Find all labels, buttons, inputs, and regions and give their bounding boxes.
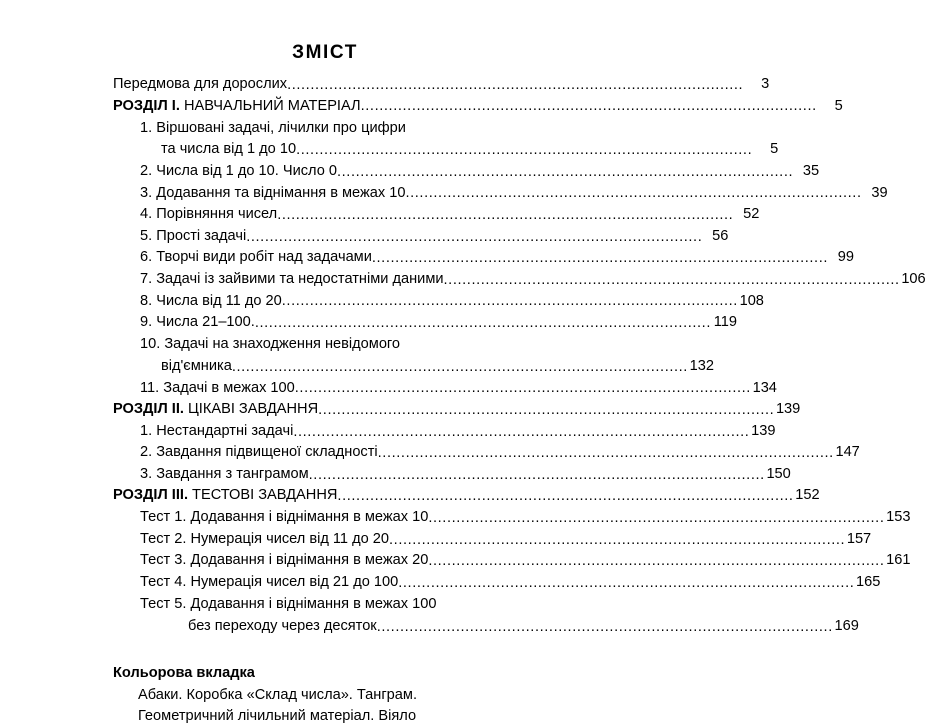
toc-entry-title: 8. Числа від 11 до 20 <box>140 292 282 309</box>
toc-page-number: 5 <box>834 97 843 114</box>
dot-leader <box>282 291 738 306</box>
toc-entry[interactable] <box>113 572 881 594</box>
toc-entry-title: та числа від 1 до 10 <box>161 141 297 158</box>
dot-leader <box>377 617 833 632</box>
toc-entry-label <box>140 291 282 313</box>
toc-entry-label <box>140 529 389 551</box>
toc-entry-title: без переходу через десяток <box>188 617 377 634</box>
dot-leader <box>378 443 834 458</box>
toc-entry-title: Тест 1. Додавання і віднімання в межах 10 <box>140 509 429 526</box>
dot-leader <box>337 162 793 177</box>
toc-page-number: 132 <box>689 357 714 374</box>
toc-entry-title: Тест 2. Нумерація чисел від 11 до 20 <box>140 530 390 547</box>
table-of-contents-list <box>113 74 926 637</box>
toc-entry-label <box>140 464 309 486</box>
toc-entry[interactable] <box>113 96 843 118</box>
toc-page-number: 52 <box>743 206 760 223</box>
dot-leader <box>398 573 854 588</box>
toc-entry-title: ТЕСТОВІ ЗАВДАННЯ <box>188 487 338 504</box>
toc-entry[interactable] <box>113 550 911 572</box>
toc-entry-label <box>140 378 295 400</box>
toc-entry-section-label: РОЗДІЛ II. <box>113 401 184 418</box>
toc-page-number: 108 <box>739 292 764 309</box>
dot-leader <box>361 96 817 111</box>
toc-entry-label <box>140 161 337 183</box>
toc-page-number: 5 <box>770 141 779 158</box>
toc-entry[interactable] <box>113 117 525 139</box>
toc-entry-title: 11. Задачі в межах 100 <box>140 379 295 396</box>
toc-entry-title: 3. Додавання та віднімання в межах 10 <box>140 184 406 201</box>
toc-entry-section-label: РОЗДІЛ III. <box>113 487 188 504</box>
toc-page-number: 152 <box>795 487 820 504</box>
toc-page-number: 161 <box>886 552 911 569</box>
toc-entry-title: 3. Завдання з танграмом <box>140 465 309 482</box>
toc-entry-label <box>140 334 400 356</box>
toc-entry-title: Передмова для дорослих <box>113 76 288 92</box>
toc-page-number: 139 <box>775 401 801 418</box>
toc-entry[interactable] <box>113 529 872 551</box>
toc-page-number: 134 <box>752 379 777 396</box>
toc-entry-title: 1. Віршовані задачі, лічилки про цифри <box>140 119 406 136</box>
toc-entry[interactable] <box>113 616 859 638</box>
toc-entry-title: від'ємника <box>161 357 232 374</box>
dot-leader <box>232 357 688 372</box>
toc-entry-title: Тест 5. Додавання і віднімання в межах 100 <box>140 596 437 613</box>
toc-entry-label <box>161 356 232 378</box>
toc-entry[interactable] <box>113 442 860 464</box>
toc-entry-title: НАВЧАЛЬНИЙ МАТЕРІАЛ <box>179 97 361 114</box>
toc-page-number: 147 <box>835 444 860 461</box>
color-insert-line: Абаки. Коробка «Склад числа». Танграм. <box>138 686 417 703</box>
toc-entry-label <box>140 572 398 594</box>
page-title: ЗМІСТ <box>292 42 358 63</box>
dot-leader <box>295 378 751 393</box>
toc-entry-label <box>113 399 318 421</box>
dot-leader <box>309 465 765 480</box>
dot-leader <box>436 594 499 609</box>
toc-entry-label <box>140 269 444 291</box>
toc-entry[interactable] <box>113 378 777 400</box>
toc-entry[interactable] <box>113 593 525 615</box>
toc-entry[interactable] <box>113 507 911 529</box>
toc-entry[interactable] <box>113 399 801 421</box>
toc-entry[interactable] <box>113 312 737 334</box>
toc-entry-label <box>140 421 293 443</box>
toc-entry-label <box>113 96 361 118</box>
toc-page-number: 169 <box>834 617 859 634</box>
dot-leader <box>296 140 752 155</box>
toc-entry-title: 1. Нестандартні задачі <box>140 422 294 439</box>
toc-page-number: 139 <box>751 422 776 439</box>
color-insert-line: Геометричний лічильний матеріал. Віяло <box>138 708 417 725</box>
toc-entry[interactable] <box>113 356 714 378</box>
toc-entry-title: 4. Порівняння чисел <box>140 206 278 223</box>
toc-page-number: 39 <box>871 184 888 201</box>
color-insert-title: Кольорова вкладка <box>113 665 255 681</box>
dot-leader <box>444 270 900 285</box>
dot-leader <box>406 118 499 133</box>
toc-entry-label <box>140 442 378 464</box>
toc-page-number: 56 <box>712 227 729 244</box>
toc-entry-title: 5. Прості задачі <box>140 227 247 244</box>
dot-leader <box>287 75 743 90</box>
toc-entry-title: 2. Числа від 1 до 10. Число 0 <box>140 162 337 179</box>
toc-entry-title: 7. Задачі із зайвими та недостатніми даними <box>140 270 444 287</box>
toc-entry[interactable] <box>113 269 926 291</box>
toc-entry[interactable] <box>113 334 525 356</box>
toc-entry-label <box>140 312 255 334</box>
toc-entry-label <box>140 550 428 572</box>
toc-entry[interactable] <box>113 421 776 443</box>
toc-entry-label <box>140 204 277 226</box>
toc-entry[interactable] <box>113 74 770 96</box>
toc-entry-title: 9. Числа 21–100. <box>140 314 255 331</box>
toc-entry[interactable] <box>113 226 729 248</box>
toc-entry[interactable] <box>113 183 888 205</box>
toc-page-number: 35 <box>802 162 820 179</box>
dot-leader <box>255 313 711 328</box>
toc-entry-title: 6. Творчі види робіт над задачами <box>140 249 372 266</box>
toc-entry-label <box>140 118 406 140</box>
toc-entry[interactable] <box>113 204 760 226</box>
toc-entry-title: Тест 3. Додавання і віднімання в межах 20 <box>140 552 429 569</box>
toc-page-number: 106 <box>901 270 926 287</box>
toc-entry[interactable] <box>113 161 820 183</box>
toc-entry[interactable] <box>113 139 779 161</box>
toc-page-number: 153 <box>886 509 911 526</box>
color-insert-section <box>113 663 553 728</box>
toc-page-number: 119 <box>713 314 737 331</box>
toc-entry-label <box>140 507 428 529</box>
toc-entry-label <box>113 485 337 507</box>
toc-entry-label <box>140 183 405 205</box>
toc-entry[interactable] <box>113 464 791 486</box>
toc-entry[interactable] <box>113 485 820 507</box>
toc-page-number: 3 <box>761 76 770 92</box>
dot-leader <box>318 400 774 415</box>
dot-leader <box>293 422 749 437</box>
toc-entry[interactable] <box>113 247 855 269</box>
toc-page-number: 150 <box>766 465 791 482</box>
toc-entry-label <box>140 594 436 616</box>
toc-entry-title: 10. Задачі на знаходження невідомого <box>140 336 401 353</box>
toc-page-number: 99 <box>837 249 855 266</box>
toc-entry-label <box>161 139 296 161</box>
dot-leader <box>428 508 884 523</box>
dot-leader <box>400 335 499 350</box>
dot-leader <box>405 183 861 198</box>
dot-leader <box>277 205 733 220</box>
toc-entry-label <box>140 226 246 248</box>
toc-entry[interactable] <box>113 291 764 313</box>
toc-page-number: 157 <box>846 530 872 547</box>
dot-leader <box>428 551 884 566</box>
toc-entry-label <box>113 74 287 96</box>
toc-entry-title: ЦІКАВІ ЗАВДАННЯ <box>183 401 319 418</box>
toc-entry-title: 2. Завдання підвищеної складності <box>140 444 378 461</box>
toc-page-number: 165 <box>856 573 881 590</box>
toc-entry-label <box>140 247 372 269</box>
dot-leader <box>337 486 793 501</box>
toc-entry-section-label: РОЗДІЛ I. <box>113 97 180 114</box>
toc-entry-title: Тест 4. Нумерація чисел від 21 до 100 <box>140 573 399 590</box>
toc-entry-label <box>188 616 377 638</box>
dot-leader <box>372 248 828 263</box>
dot-leader <box>246 227 702 242</box>
dot-leader <box>389 530 845 545</box>
